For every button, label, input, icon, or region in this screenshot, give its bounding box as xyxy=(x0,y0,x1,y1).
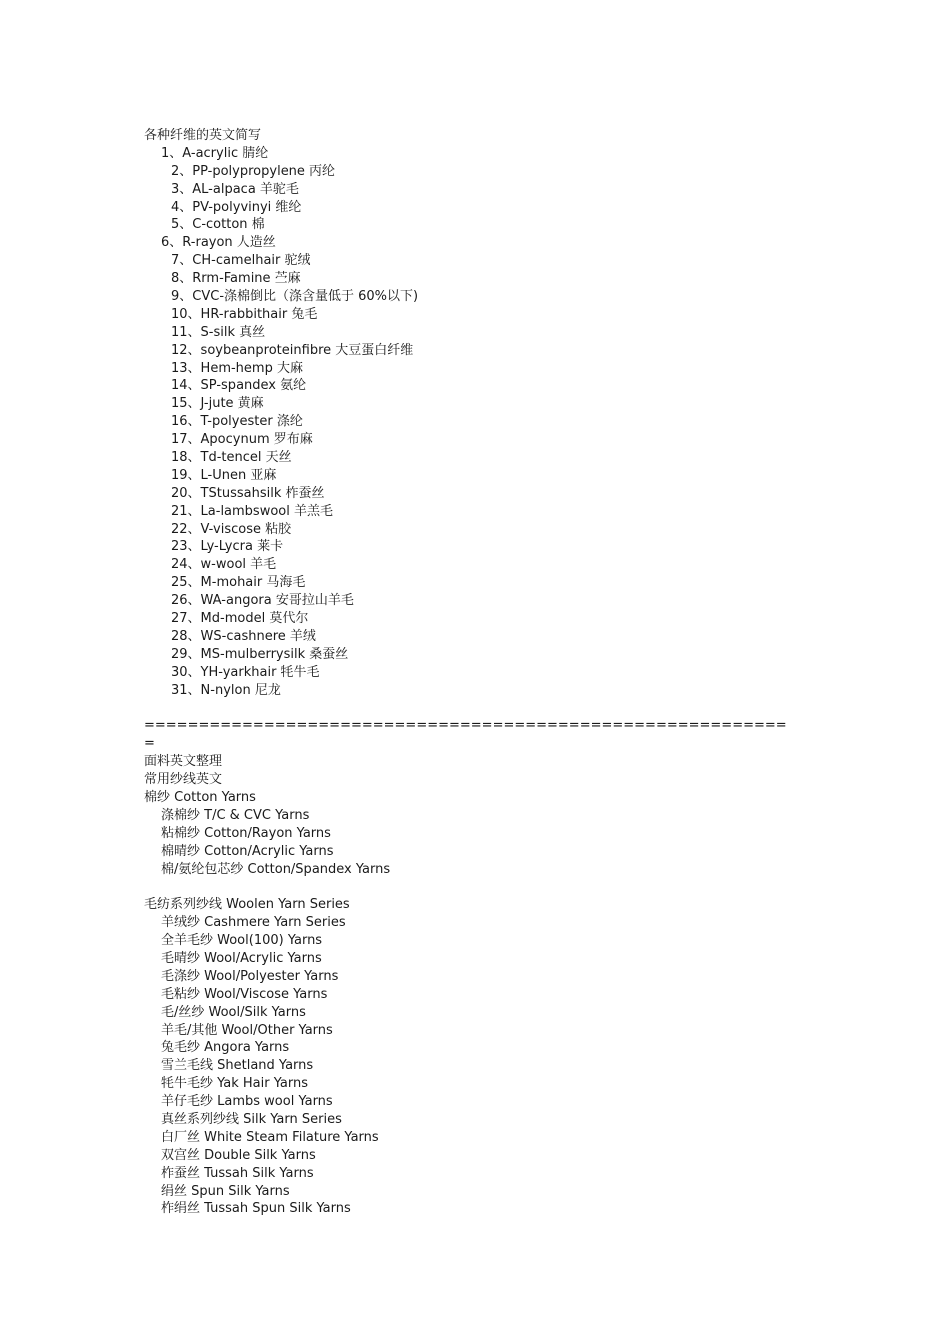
fiber-item: 31、N-nylon 尼龙 xyxy=(171,682,281,698)
wool-item: 白厂丝 White Steam Filature Yarns xyxy=(161,1129,379,1145)
fiber-item: 1、A-acrylic 腈纶 xyxy=(161,145,269,161)
fiber-item: 21、La-lambswool 羊羔毛 xyxy=(171,503,333,519)
separator-line-end: = xyxy=(144,736,155,752)
wool-item: 毛涤纱 Wool/Polyester Yarns xyxy=(161,968,339,984)
cotton-heading: 棉纱 Cotton Yarns xyxy=(144,789,256,805)
fiber-item: 5、C-cotton 棉 xyxy=(171,217,265,233)
cotton-item: 棉/氨纶包芯纱 Cotton/Spandex Yarns xyxy=(161,861,391,877)
fiber-item: 24、w-wool 羊毛 xyxy=(171,557,277,573)
fiber-item: 19、L-Unen 亚麻 xyxy=(171,467,277,483)
wool-item: 羊毛/其他 Wool/Other Yarns xyxy=(161,1022,333,1038)
fiber-item: 2、PP-polypropylene 丙纶 xyxy=(171,163,336,179)
document-body xyxy=(144,127,824,1218)
wool-item: 毛/丝纱 Wool/Silk Yarns xyxy=(161,1004,306,1020)
fiber-item: 12、soybeanproteinfibre 大豆蛋白纤维 xyxy=(171,342,414,358)
fiber-item: 13、Hem-hemp 大麻 xyxy=(171,360,303,376)
wool-item: 兔毛纱 Angora Yarns xyxy=(161,1040,290,1056)
wool-item: 毛晴纱 Wool/Acrylic Yarns xyxy=(161,950,322,966)
fiber-item: 10、HR-rabbithair 兔毛 xyxy=(171,306,318,322)
wool-item: 绢丝 Spun Silk Yarns xyxy=(161,1183,290,1199)
fiber-item: 6、R-rayon 人造丝 xyxy=(161,235,276,251)
wool-item: 羊绒纱 Cashmere Yarn Series xyxy=(161,915,346,931)
fiber-item: 25、M-mohair 马海毛 xyxy=(171,575,306,591)
fiber-item: 22、V-viscose 粘胶 xyxy=(171,521,292,537)
wool-item: 柞绢丝 Tussah Spun Silk Yarns xyxy=(161,1201,351,1217)
wool-item: 毛粘纱 Wool/Viscose Yarns xyxy=(161,986,328,1002)
fiber-item: 16、T-polyester 涤纶 xyxy=(171,414,303,430)
blank-line xyxy=(144,878,824,896)
wool-item: 雪兰毛线 Shetland Yarns xyxy=(161,1058,314,1074)
cotton-item: 粘棉纱 Cotton/Rayon Yarns xyxy=(161,825,331,841)
fiber-item: 27、Md-model 莫代尔 xyxy=(171,611,309,627)
fiber-item: 28、WS-cashnere 羊绒 xyxy=(171,628,316,644)
blank-line xyxy=(144,700,824,718)
wool-item: 真丝系列纱线 Silk Yarn Series xyxy=(161,1111,342,1127)
fiber-item: 18、Td-tencel 天丝 xyxy=(171,450,292,466)
fiber-item: 7、CH-camelhair 驼绒 xyxy=(171,253,311,269)
fiber-item: 23、Ly-Lycra 莱卡 xyxy=(171,539,284,555)
cotton-item: 棉晴纱 Cotton/Acrylic Yarns xyxy=(161,843,334,859)
fiber-item: 14、SP-spandex 氨纶 xyxy=(171,378,307,394)
section-subtitle: 常用纱线英文 xyxy=(144,772,223,788)
fiber-item: 15、J-jute 黄麻 xyxy=(171,396,264,412)
doc-title: 各种纤维的英文简写 xyxy=(144,128,262,143)
fiber-item: 26、WA-angora 安哥拉山羊毛 xyxy=(171,593,354,609)
fiber-item: 30、YH-yarkhair 牦牛毛 xyxy=(171,664,320,680)
fiber-item: 20、TStussahsilk 柞蚕丝 xyxy=(171,485,325,501)
fiber-item: 17、Apocynum 罗布麻 xyxy=(171,432,313,448)
wool-item: 柞蚕丝 Tussah Silk Yarns xyxy=(161,1165,314,1181)
wool-item: 牦牛毛纱 Yak Hair Yarns xyxy=(161,1076,308,1092)
section-title: 面料英文整理 xyxy=(144,754,223,770)
wool-heading: 毛纺系列纱线 Woolen Yarn Series xyxy=(144,897,350,913)
fiber-item: 29、MS-mulberrysilk 桑蚕丝 xyxy=(171,646,349,662)
fiber-item: 8、Rrm-Famine 苎麻 xyxy=(171,271,301,287)
wool-item: 羊仔毛纱 Lambs wool Yarns xyxy=(161,1094,333,1110)
fiber-item: 4、PV-polyvinyi 维纶 xyxy=(171,199,302,215)
wool-item: 全羊毛纱 Wool(100) Yarns xyxy=(161,933,323,949)
wool-item: 双宫丝 Double Silk Yarns xyxy=(161,1147,316,1163)
cotton-item: 涤棉纱 T/C & CVC Yarns xyxy=(161,807,310,823)
fiber-item: 3、AL-alpaca 羊驼毛 xyxy=(171,181,299,197)
separator-line: =========================================================== xyxy=(144,718,787,734)
fiber-item: 11、S-silk 真丝 xyxy=(171,324,266,340)
fiber-item: 9、CVC-涤棉倒比（涤含量低于 60%以下) xyxy=(171,289,419,305)
